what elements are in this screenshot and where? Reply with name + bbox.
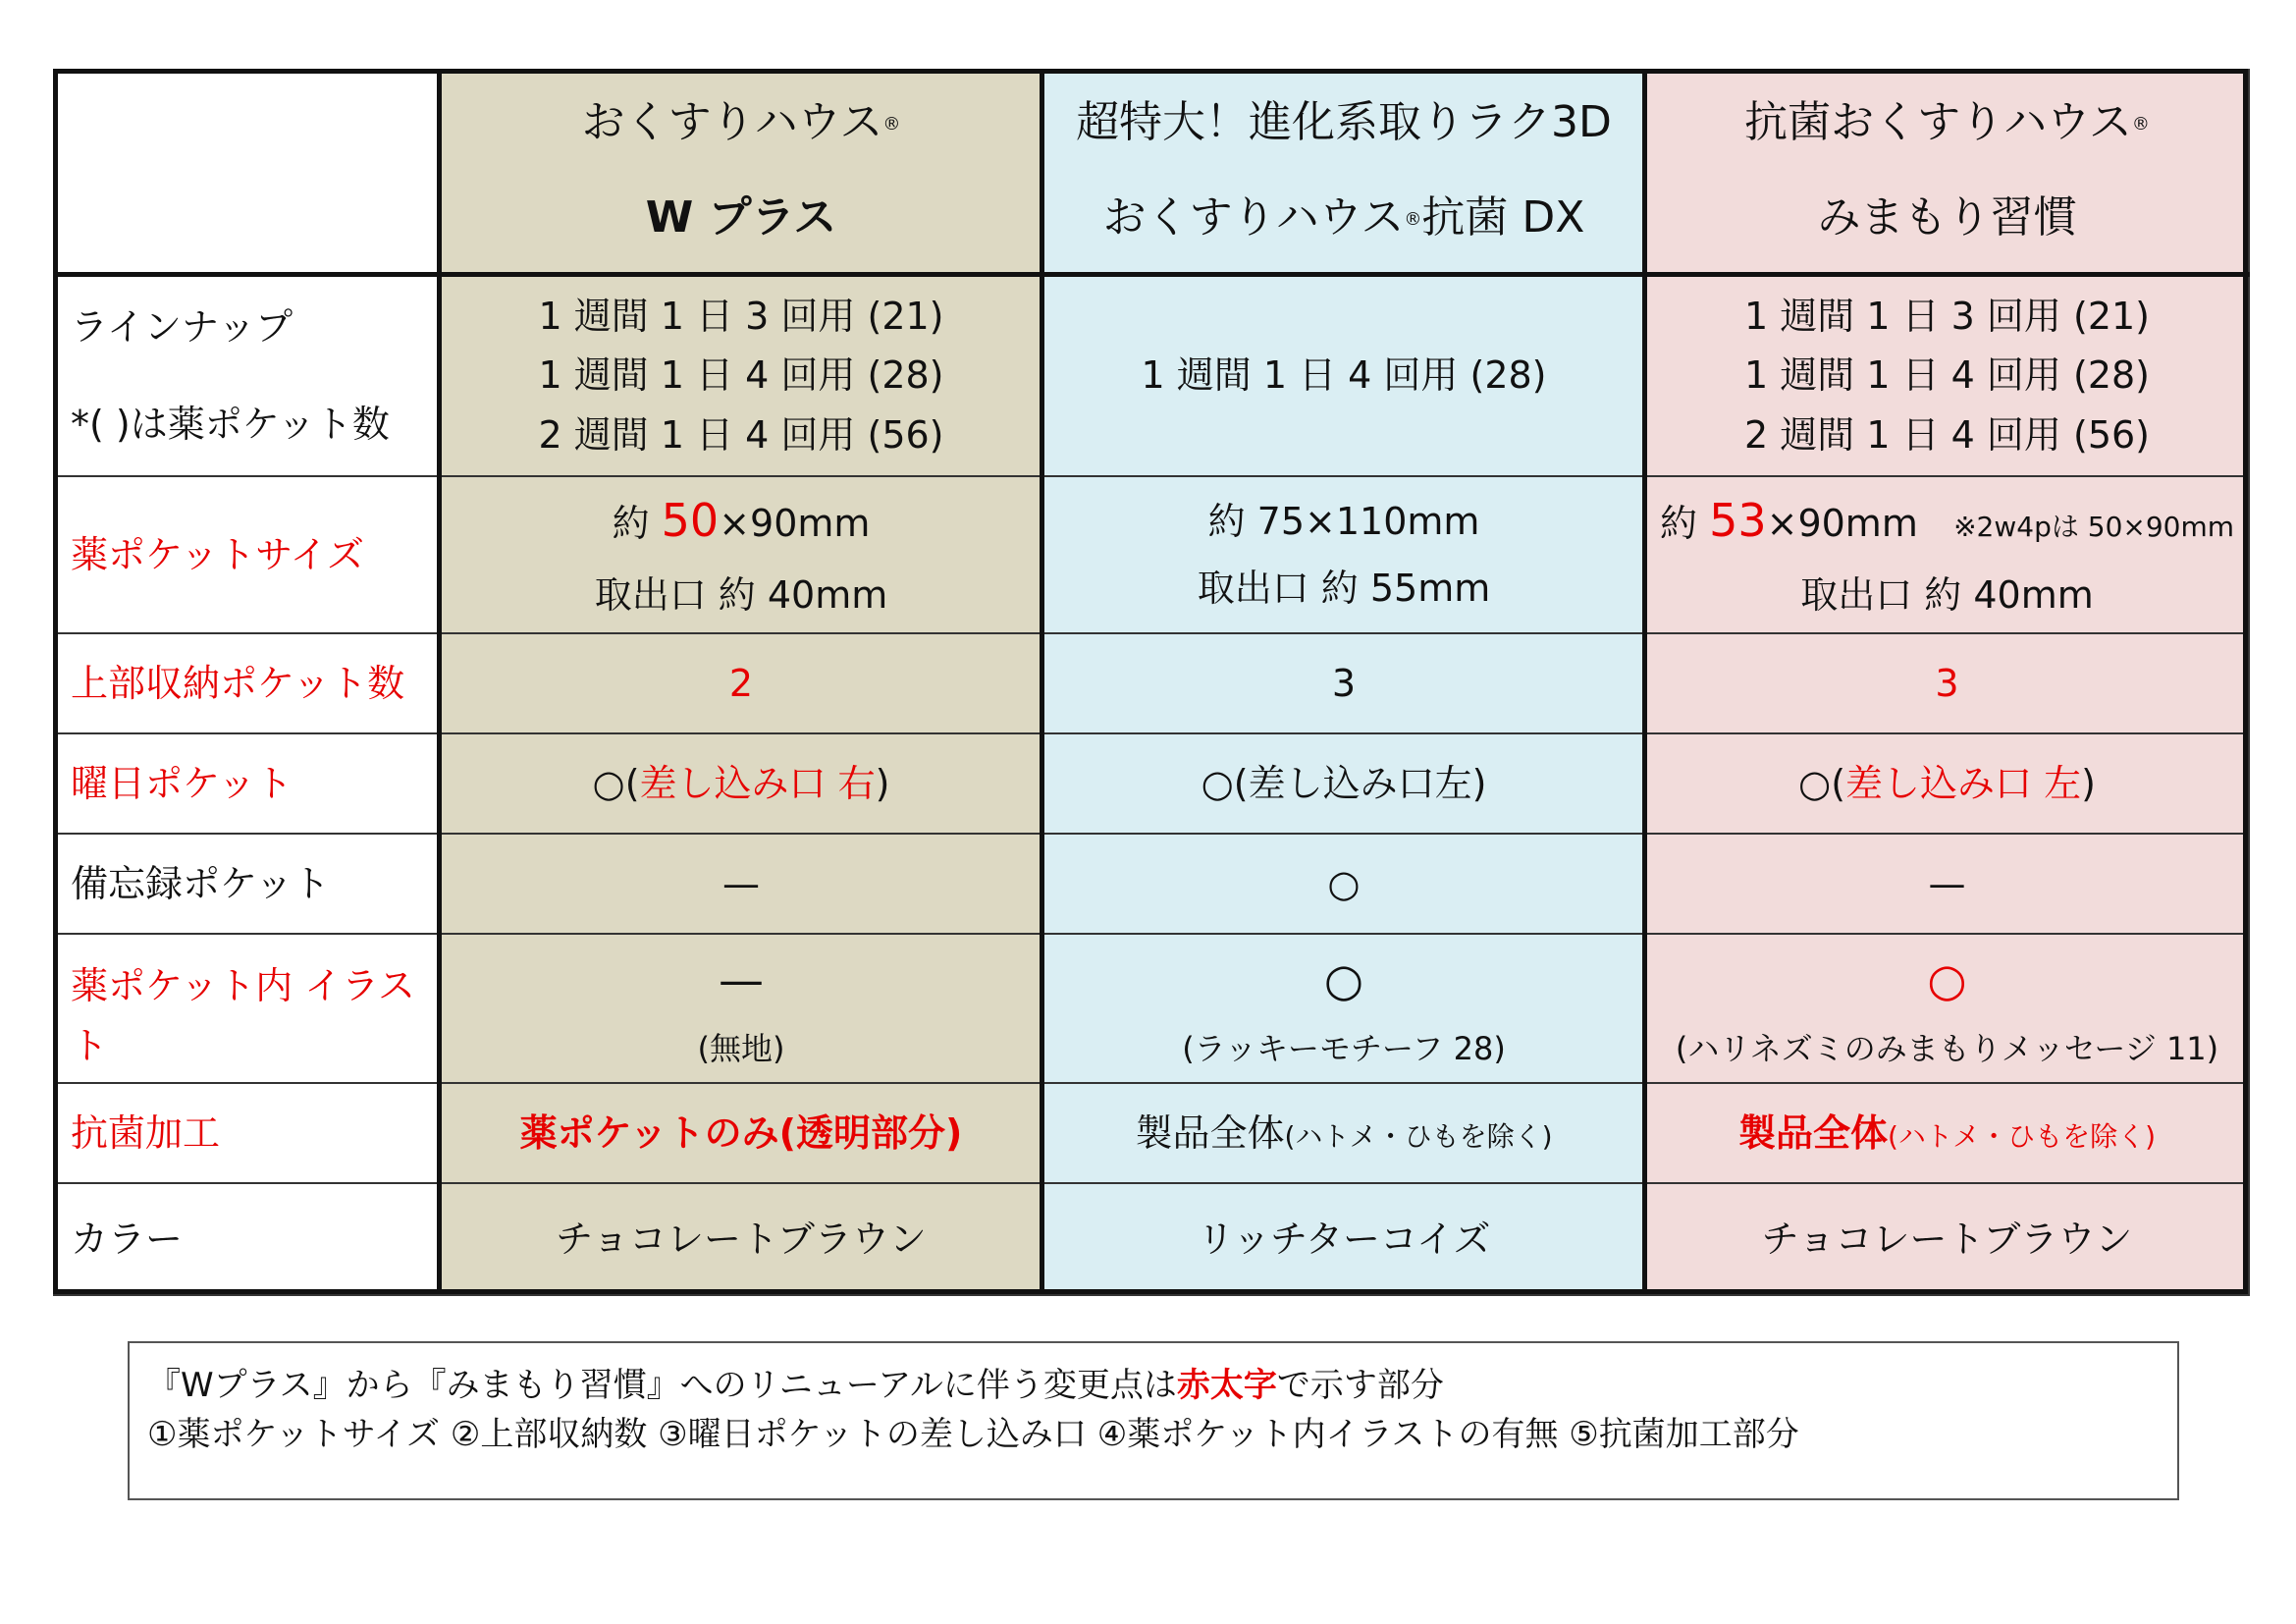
lineup-item: 1 週間 1 日 4 回用 (28) [1743,353,2150,398]
anti-main: 製品全体 [1135,1110,1285,1155]
note-highlight: 赤太字 [1176,1366,1277,1405]
size-width-highlight: 53 [1709,494,1767,548]
cell-illust-mimamori [1645,934,2249,1083]
cell-anti-mimamori [1645,1083,2249,1183]
row-illustration [54,934,2249,1083]
product-variant: W プラス [645,192,837,244]
cell-lineup-dx [1042,274,1645,476]
cell-color-wplus: チョコレートブラウン [440,1183,1042,1295]
lineup-item: 2 週間 1 日 4 回用 (56) [538,413,944,458]
row-lineup [54,274,2249,476]
registered-mark: ® [882,114,901,135]
cell-anti-wplus: 薬ポケットのみ(透明部分) [440,1083,1042,1183]
label-lineup [54,274,440,476]
label-text: *( )は薬ポケット数 [71,402,390,446]
cell-illust-wplus [440,934,1042,1083]
cell-memo-mimamori: — [1645,834,2249,934]
cell-illust-dx [1042,934,1645,1083]
cell-size-mimamori [1645,476,2249,633]
size-note: ※2w4pは 50×90mm [1953,511,2235,544]
label-illustration: 薬ポケット内 イラスト [54,934,440,1083]
illust-note: (ハリネズミのみまもりメッセージ 11) [1675,1029,2219,1067]
size-text: 約 75×110mm [1207,499,1480,543]
product-name: 抗菌おくすりハウス [1744,97,2132,148]
comparison-table [53,69,2250,1296]
column-divider [1642,69,1647,1294]
weekday-text: ○( [592,761,640,805]
cell-color-dx: リッチターコイズ [1042,1183,1645,1295]
label-color: カラー [54,1183,440,1295]
weekday-highlight: 差し込み口 右 [639,761,876,805]
size-text: 約 [612,502,662,546]
cell-size-dx [1042,476,1645,633]
outlet-size: 取出口 約 40mm [594,573,888,618]
weekday-text: ) [875,761,890,805]
cell-color-mimamori: チョコレートブラウン [1645,1183,2249,1295]
label-pocket-size: 薬ポケットサイズ [54,476,440,633]
lineup-item: 2 週間 1 日 4 回用 (56) [1743,413,2150,458]
lineup-item: 1 週間 1 日 3 回用 (21) [538,294,944,338]
size-text: ×90mm [719,502,871,546]
product-name: 超特大！進化系取りラク3D [1076,97,1612,148]
row-memo-pocket [54,834,2249,934]
lineup-item: 1 週間 1 日 3 回用 (21) [1743,294,2150,338]
label-antibacterial: 抗菌加工 [54,1083,440,1183]
size-width-highlight: 50 [661,494,720,548]
cell-size-wplus [440,476,1042,633]
registered-mark: ® [1404,209,1422,231]
product-name: おくすりハウス [581,97,883,148]
weekday-highlight: 差し込み口 左 [1845,761,2082,805]
anti-sub: (ハトメ・ひもを除く) [1888,1119,2157,1153]
label-upper-pockets: 上部収納ポケット数 [54,633,440,733]
illust-mark: ○ [1927,952,1967,1006]
cell-lineup-wplus [440,274,1042,476]
product-variant: みまもり習慣 [1817,192,2077,244]
label-weekday-pocket: 曜日ポケット [54,733,440,834]
note-line-2: ①薬ポケットサイズ ②上部収納数 ③曜日ポケットの差し込み口 ④薬ポケット内イラストの有無 ⑤抗菌加工部分 [147,1415,1799,1454]
header-dx [1042,70,1645,274]
header-empty-cell [54,70,440,274]
header-wplus [440,70,1042,274]
cell-upper-dx: 3 [1042,633,1645,733]
note-text: 『Wプラス』から『みまもり習慣』へのリニューアルに伴う変更点は [147,1366,1177,1405]
size-text: 約 [1659,502,1710,546]
note-line-1 [147,1361,2160,1410]
cell-weekday-mimamori [1645,733,2249,834]
label-memo-pocket: 備忘録ポケット [54,834,440,934]
row-color [54,1183,2249,1295]
registered-mark: ® [2131,114,2150,135]
row-pocket-size [54,476,2249,633]
product-variant: 抗菌 DX [1421,192,1585,244]
cell-memo-wplus: — [440,834,1042,934]
weekday-text: ) [2081,761,2096,805]
illust-note: (ラッキーモチーフ 28) [1182,1029,1506,1067]
illust-mark: — [719,952,764,1006]
cell-upper-mimamori: 3 [1645,633,2249,733]
product-name: おくすりハウス [1102,192,1405,244]
label-text: ラインナップ [71,304,294,349]
cell-lineup-mimamori [1645,274,2249,476]
cell-memo-dx: ○ [1042,834,1645,934]
cell-upper-wplus: 2 [440,633,1042,733]
outlet-size: 取出口 約 40mm [1800,573,2094,618]
lineup-item: 1 週間 1 日 4 回用 (28) [538,353,944,398]
header-row [54,70,2249,274]
row-antibacterial [54,1083,2249,1183]
anti-main: 製品全体 [1737,1110,1888,1155]
column-divider [437,69,442,1294]
illust-note: (無地) [697,1029,785,1067]
cell-weekday-dx: ○(差し込み口左) [1042,733,1645,834]
change-note-box [128,1341,2179,1500]
column-divider [1040,69,1044,1294]
cell-anti-dx [1042,1083,1645,1183]
cell-weekday-wplus [440,733,1042,834]
row-weekday-pocket [54,733,2249,834]
anti-sub: (ハトメ・ひもを除く) [1284,1119,1553,1153]
size-text: ×90mm [1766,502,1918,546]
row-upper-pockets [54,633,2249,733]
header-mimamori [1645,70,2249,274]
illust-mark: ○ [1323,952,1364,1006]
weekday-text: ○( [1798,761,1846,805]
lineup-item: 1 週間 1 日 4 回用 (28) [1141,353,1547,398]
outlet-size: 取出口 約 55mm [1197,567,1491,610]
note-text: で示す部分 [1276,1366,1444,1405]
